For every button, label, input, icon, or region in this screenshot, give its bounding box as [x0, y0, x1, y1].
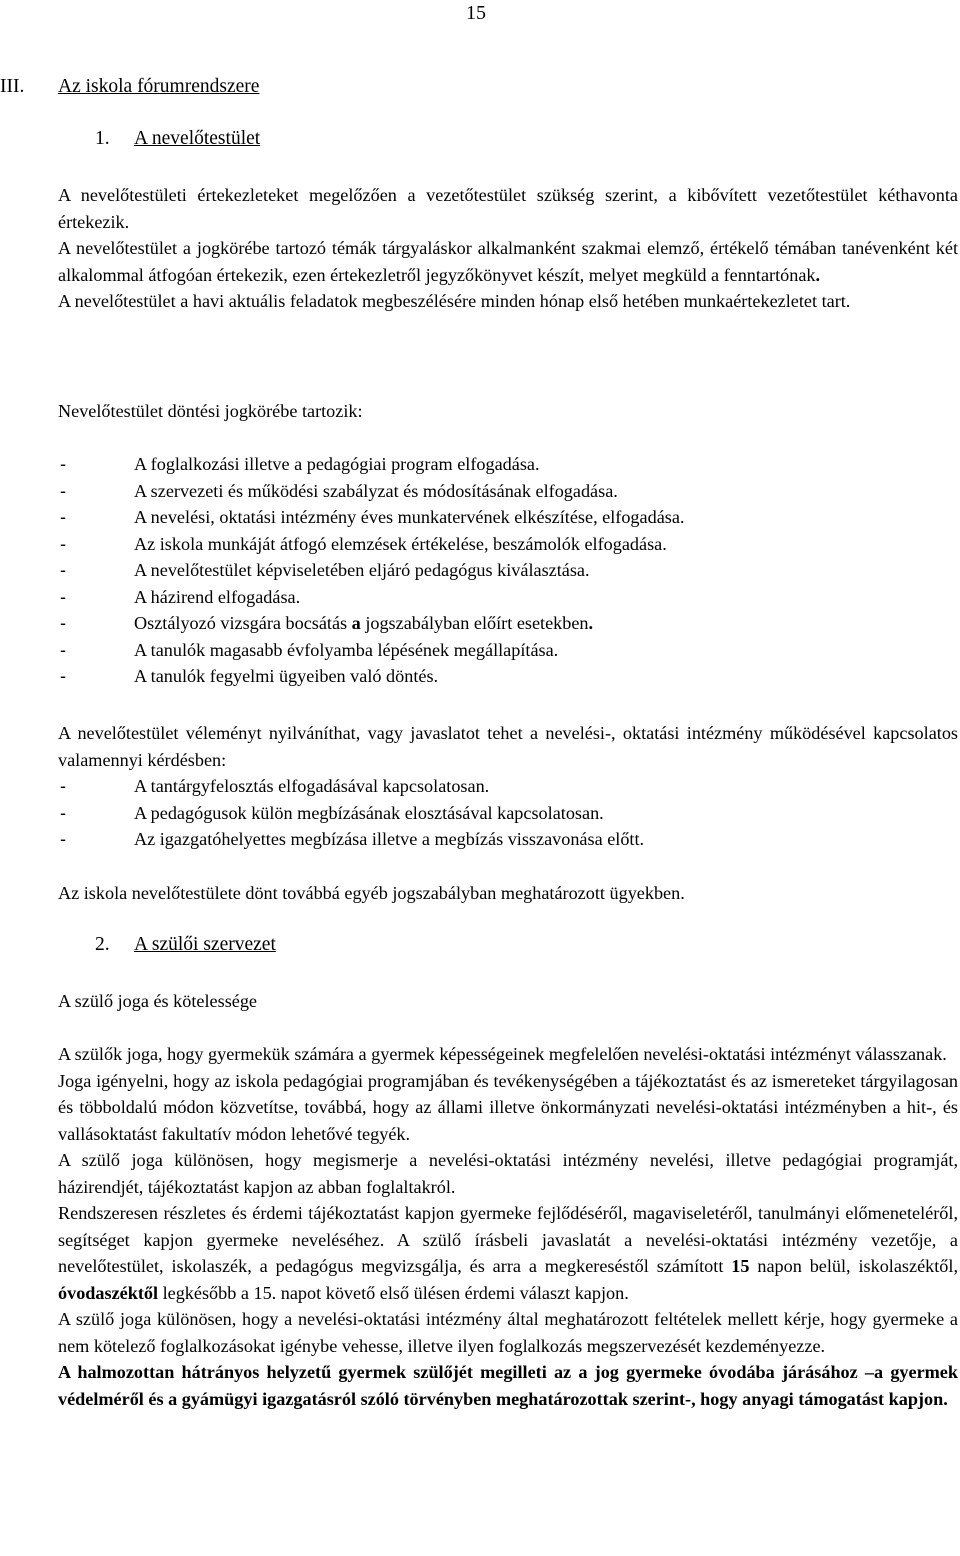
- paragraph: A nevelőtestület a havi aktuális feladatok megbeszélésére minden hónap első hetében munkaértekezletet tart.: [58, 291, 851, 311]
- list-item: - A tantárgyfelosztás elfogadásával kapcsolatosan.: [58, 773, 938, 800]
- page-number: 15: [466, 2, 486, 24]
- parent-rights: [58, 1041, 958, 1412]
- paragraph-bold: [58, 1359, 958, 1412]
- decision-list: [58, 451, 938, 690]
- subheading-title: A szülői szervezet: [134, 934, 276, 955]
- paragraph-text: napon belül, iskolaszéktől,: [749, 1256, 958, 1276]
- section-heading: [0, 76, 259, 98]
- list-item: - A nevelőtestület képviseletében eljáró pedagógus kiválasztása.: [58, 557, 938, 584]
- paragraph-bold: óvodaszéktől: [58, 1282, 159, 1303]
- opinion-intro: [58, 720, 958, 773]
- other-matters: Az iskola nevelőtestülete dönt továbbá egyéb jogszabályban meghatározott ügyekben.: [58, 883, 685, 903]
- list-item: - A nevelési, oktatási intézmény éves munkatervének elkészítése, elfogadása.: [58, 504, 938, 531]
- paragraph-text: legkésőbb a 15. napot követő első ülésen érdemi választ kapjon.: [158, 1282, 629, 1303]
- paragraph: A nevelőtestület véleményt nyilváníthat, vagy javaslatot tehet a nevelési-, oktatási intézmény működésével kapcsolatos valamennyi kérdésben:: [58, 723, 958, 770]
- list-item: [58, 610, 938, 637]
- paragraph-bold: 15: [731, 1256, 750, 1276]
- list-item-text: jogszabályban előírt esetekben: [360, 613, 589, 633]
- list-item: - Az igazgatóhelyettes megbízása illetve a megbízás visszavonása előtt.: [58, 826, 938, 853]
- paragraph: A szülők joga, hogy gyermekük számára a gyermek képességeinek megfelelően nevelési-oktatási intézményt válasszanak.: [58, 1044, 947, 1064]
- teaching-staff-intro: [58, 182, 958, 315]
- paragraph-end: .: [815, 264, 821, 285]
- paragraph: A nevelőtestületi értekezleteket megelőzően a vezetőtestület szükség szerint, a kibővített vezetőtestület kéthavonta értekezik.: [58, 185, 958, 232]
- paragraph: A szülő joga különösen, hogy a nevelési-oktatási intézmény által meghatározott feltételek mellett kérje, hogy gyermeke a nem kötelező foglalkozásokat igénybe vehesse, illetve ilyen foglalkozás megszervezését kezdeményezze.: [58, 1309, 958, 1356]
- list-item: - A házirend elfogadása.: [58, 584, 938, 611]
- list-item: - A foglalkozási illetve a pedagógiai program elfogadása.: [58, 451, 938, 478]
- list-item-text: Osztályozó vizsgára bocsátás: [134, 613, 352, 633]
- subheading-parent-organization: [95, 934, 276, 956]
- subheading-teaching-staff: [95, 128, 260, 150]
- paragraph-text: Rendszeresen részletes és érdemi tájékoztatást kapjon gyermeke fejlődéséről, magaviseletéről, tanulmányi előmeneteléről, segítséget kapjon gyermeke neveléséhez. A szülő írásbeli javaslatát a nevelési-oktatási intézmény vezetője, a nevelőtestület, iskolaszék, a pedagógus megvizsgálja, és arra a megkereséstől számított: [58, 1203, 958, 1276]
- parent-rights-heading: A szülő joga és kötelessége: [58, 991, 258, 1011]
- subheading-number: 1.: [95, 128, 110, 149]
- subheading-title: A nevelőtestület: [134, 128, 261, 149]
- list-item-end: .: [588, 613, 594, 633]
- paragraph-text: A nevelőtestület a jogkörébe tartozó témák tárgyaláskor alkalmanként szakmai elemző, értékelő témában tanévenként két alkalommal átfogóan értekezik, ezen értekezletről jegyzőkönyvet készít, melyet megküld a fenntartónak: [58, 238, 958, 285]
- subheading-number: 2.: [95, 934, 110, 955]
- paragraph: A szülő joga különösen, hogy megismerje a nevelési-oktatási intézmény nevelési, illetve pedagógiai programját, házirendjét, tájékoztatást kapjon az abban foglaltakról.: [58, 1150, 958, 1197]
- paragraph: [58, 235, 958, 288]
- list-item-bold: a: [351, 613, 361, 633]
- paragraph-bold-text: A halmozottan hátrányos helyzetű gyermek szülőjét megilleti az a jog gyermeke óvodába járásához –a gyermek védelméről és a gyámügyi igazgatásról szóló törvényben meghatározottak szerint-, hogy anyagi támogatást kapjon.: [58, 1362, 958, 1409]
- paragraph: [58, 1200, 958, 1306]
- section-title: Az iskola fórumrendszere: [58, 76, 260, 97]
- list-item: - A szervezeti és működési szabályzat és módosításának elfogadása.: [58, 478, 938, 505]
- list-item: - A tanulók magasabb évfolyamba lépésének megállapítása.: [58, 637, 938, 664]
- list-item: - Az iskola munkáját átfogó elemzések értékelése, beszámolók elfogadása.: [58, 531, 938, 558]
- decision-heading: Nevelőtestület döntési jogkörébe tartozik:: [58, 401, 363, 421]
- opinion-list: [58, 773, 938, 853]
- list-item: - A tanulók fegyelmi ügyeiben való döntés.: [58, 663, 938, 690]
- list-item: - A pedagógusok külön megbízásának elosztásával kapcsolatosan.: [58, 800, 938, 827]
- paragraph: Joga igényelni, hogy az iskola pedagógiai programjában és tevékenységében a tájékoztatást és az ismereteket tárgyilagosan és többoldalú módon közvetítse, továbbá, hogy az állami illetve önkormányzati nevelési-oktatási intézményben a hit-, és vallásoktatást fakultatív módon lehetővé tegyék.: [58, 1070, 958, 1144]
- section-number: III.: [0, 76, 25, 97]
